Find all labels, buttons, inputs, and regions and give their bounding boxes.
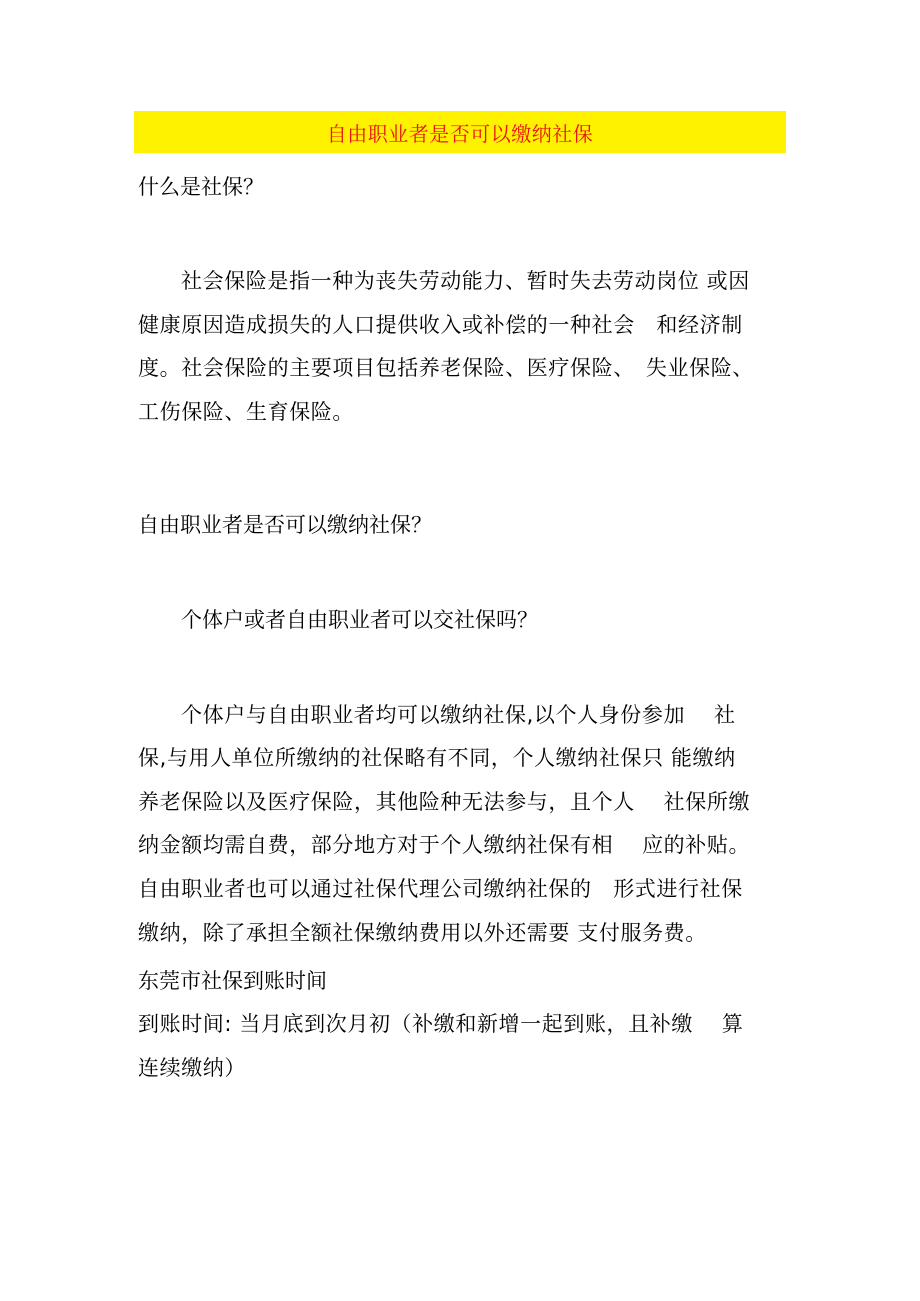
paragraph-line: 缴纳，除了承担全额社保缴纳费用以外还需要 支付服务费。 [138,921,707,945]
paragraph-line: 社会保险是指一种为丧失劳动能力、暂时失去劳动岗位 或因 [181,269,750,293]
paragraph-line: 纳金额均需自费，部分地方对于个人缴纳社保有相 应的补贴。 [138,833,751,857]
paragraph-line: 度。社会保险的主要项目包括养老保险、医疗保险、 失业保险、 [138,356,754,380]
heading-what-is-social-insurance: 什么是社保？ [138,175,264,199]
document-title: 自由职业者是否可以缴纳社保 [326,121,594,146]
paragraph-line: 保,与用人单位所缴纳的社保略有不同，个人缴纳社保只 能缴纳 [138,746,736,770]
arrival-line: 到账时间: 当月底到次月初（补缴和新增一起到账，且补缴 算 [138,1012,744,1036]
question-line: 个体户或者自由职业者可以交社保吗？ [181,608,538,632]
paragraph-line: 养老保险以及医疗保险，其他险种无法参与，且个人 社保所缴 [138,790,751,814]
title-banner [134,111,786,153]
paragraph-line: 个体户与自由职业者均可以缴纳社保,以个人身份参加 社 [181,703,736,727]
arrival-line: 连续缴纳） [138,1056,246,1080]
paragraph-line: 工伤保险、生育保险。 [138,400,354,424]
heading-dongguan-arrival-time: 东莞市社保到账时间 [138,969,327,993]
paragraph-line: 自由职业者也可以通过社保代理公司缴纳社保的 形式进行社保 [138,877,743,901]
paragraph-line: 健康原因造成损失的人口提供收入或补偿的一种社会 和经济制 [138,313,743,337]
heading-can-freelancers-pay: 自由职业者是否可以缴纳社保？ [138,513,432,537]
